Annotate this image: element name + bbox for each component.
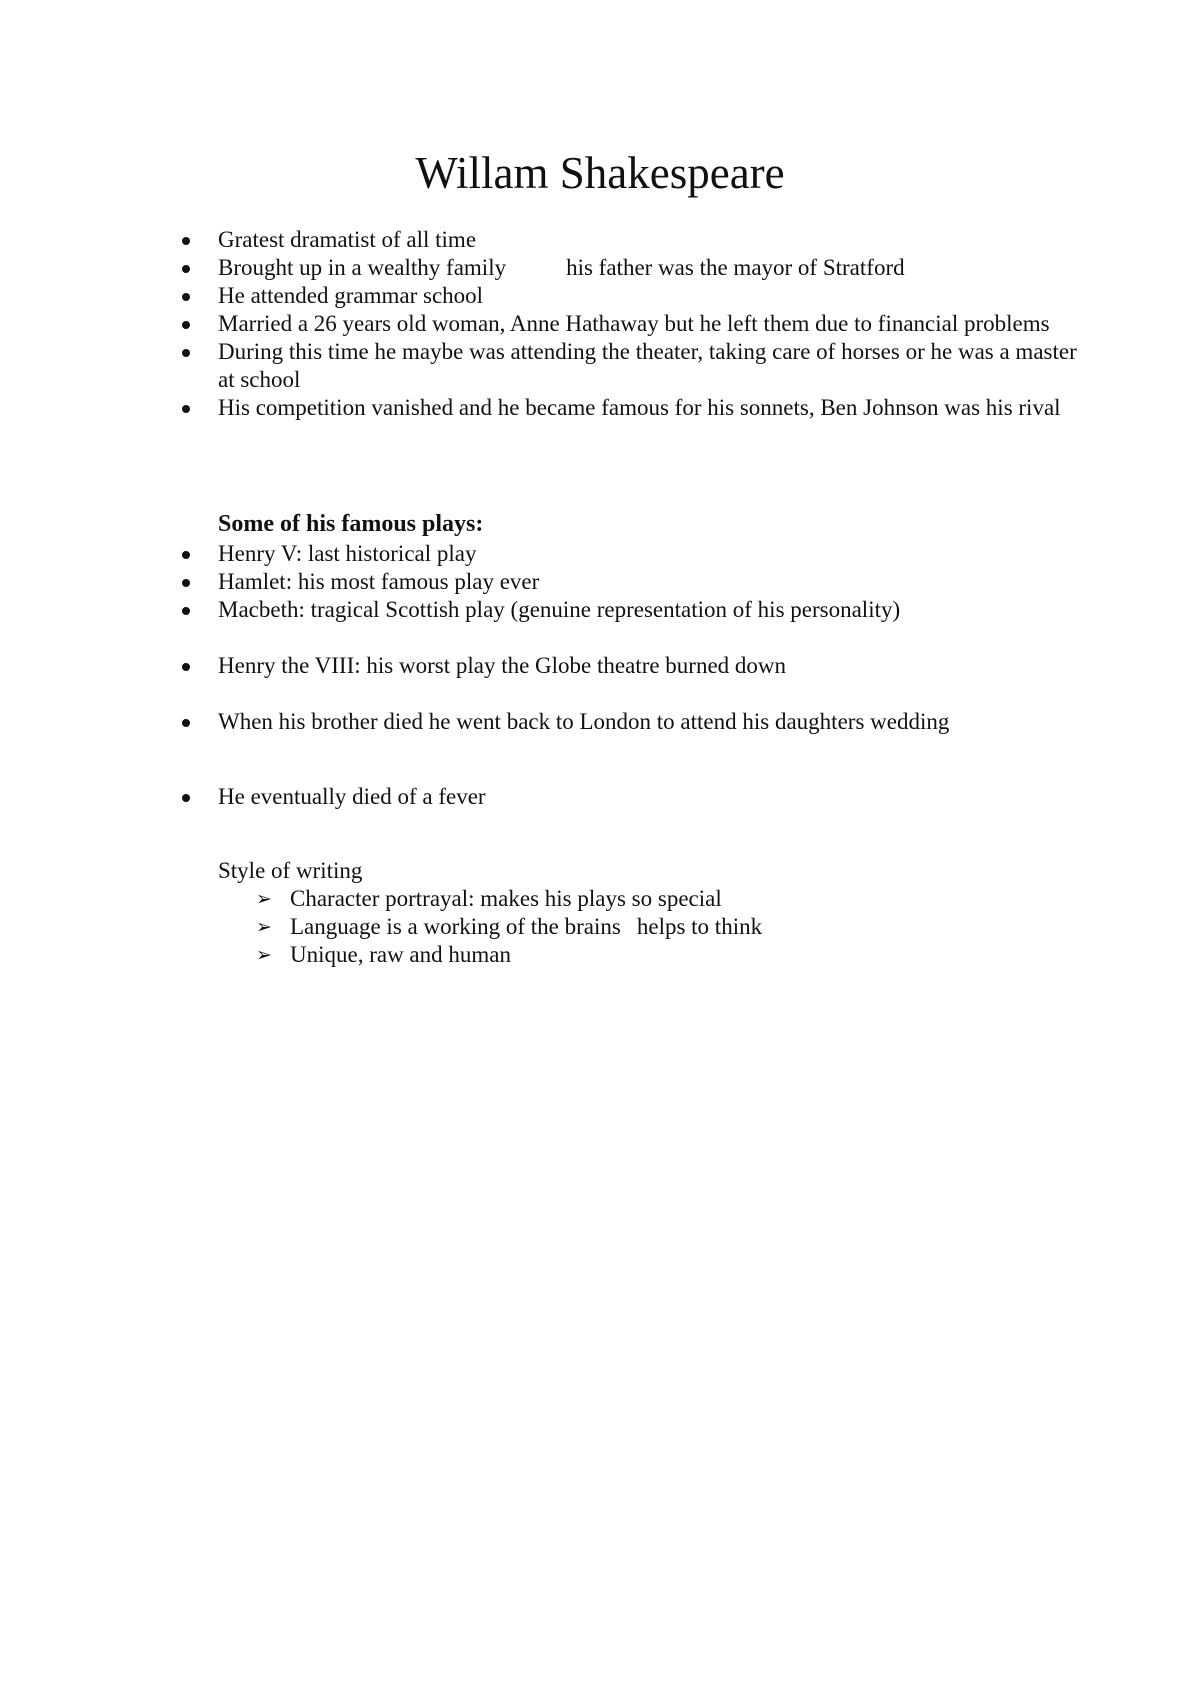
list-item-text: Language is a working of the brains (290, 914, 621, 939)
arrow-bullet-icon: ➢ (256, 944, 272, 966)
list-item-text: He attended grammar school (218, 283, 484, 308)
list-item-text: Unique, raw and human (290, 942, 511, 967)
bullet-icon (182, 719, 190, 727)
bullet-list (0, 708, 1088, 736)
list-item-text: Henry the VIII: his worst play the Globe theatre burned down (218, 653, 787, 678)
arrow-bullet-icon: ➢ (256, 916, 272, 938)
bullet-icon (182, 663, 190, 671)
list-item-text: Character portrayal: makes his plays so special (290, 886, 722, 911)
intro-bullet-list (0, 226, 1088, 422)
list-item-text-secondary: helps to think (636, 914, 763, 939)
bullet-icon (182, 794, 190, 802)
list-item-text-secondary: his father was the mayor of Stratford (566, 255, 905, 280)
bullet-icon (182, 607, 190, 615)
list-item (0, 254, 1088, 282)
list-item (0, 783, 1088, 811)
bullet-icon (182, 265, 190, 273)
plays-bullet-list (0, 540, 1088, 624)
style-arrow-list (0, 885, 1090, 969)
list-item (0, 394, 1088, 422)
list-item-text: He eventually died of a fever (218, 784, 486, 809)
bullet-list (0, 652, 1088, 680)
style-of-writing-label: Style of writing (218, 858, 363, 883)
list-item (0, 338, 1088, 394)
bullet-icon (182, 321, 190, 329)
list-item-text: Henry V: last historical play (218, 541, 477, 566)
list-item-text: Gratest dramatist of all time (218, 227, 477, 252)
bullet-icon (182, 405, 190, 413)
list-item-text: Macbeth: tragical Scottish play (genuine representation of his personality) (218, 597, 901, 622)
list-item (0, 568, 1088, 596)
list-item-text: During this time he maybe was attending the theater, taking care of horses or he was a master at school (218, 339, 1077, 392)
bullet-list (0, 783, 1088, 811)
list-item (0, 885, 1090, 913)
bullet-icon (182, 293, 190, 301)
list-item (0, 652, 1088, 680)
list-item-text: His competition vanished and he became famous for his sonnets, Ben Johnson was his rival (218, 395, 1061, 420)
list-item (0, 310, 1088, 338)
list-item (0, 282, 1088, 310)
bullet-icon (182, 237, 190, 245)
plays-heading: Some of his famous plays: (218, 511, 484, 537)
list-item (0, 941, 1090, 969)
arrow-bullet-icon: ➢ (256, 888, 272, 910)
list-item (0, 913, 1090, 941)
list-item-text: When his brother died he went back to London to attend his daughters wedding (218, 709, 950, 734)
list-item (0, 708, 1088, 736)
bullet-icon (182, 551, 190, 559)
list-item-text: Brought up in a wealthy family (218, 255, 507, 280)
bullet-icon (182, 579, 190, 587)
bullet-icon (182, 349, 190, 357)
list-item (0, 226, 1088, 254)
list-item (0, 596, 1088, 624)
list-item-text: Hamlet: his most famous play ever (218, 569, 540, 594)
list-item (0, 540, 1088, 568)
list-item-text: Married a 26 years old woman, Anne Hathaway but he left them due to financial problems (218, 311, 1050, 336)
document-title: Willam Shakespeare (415, 148, 785, 198)
